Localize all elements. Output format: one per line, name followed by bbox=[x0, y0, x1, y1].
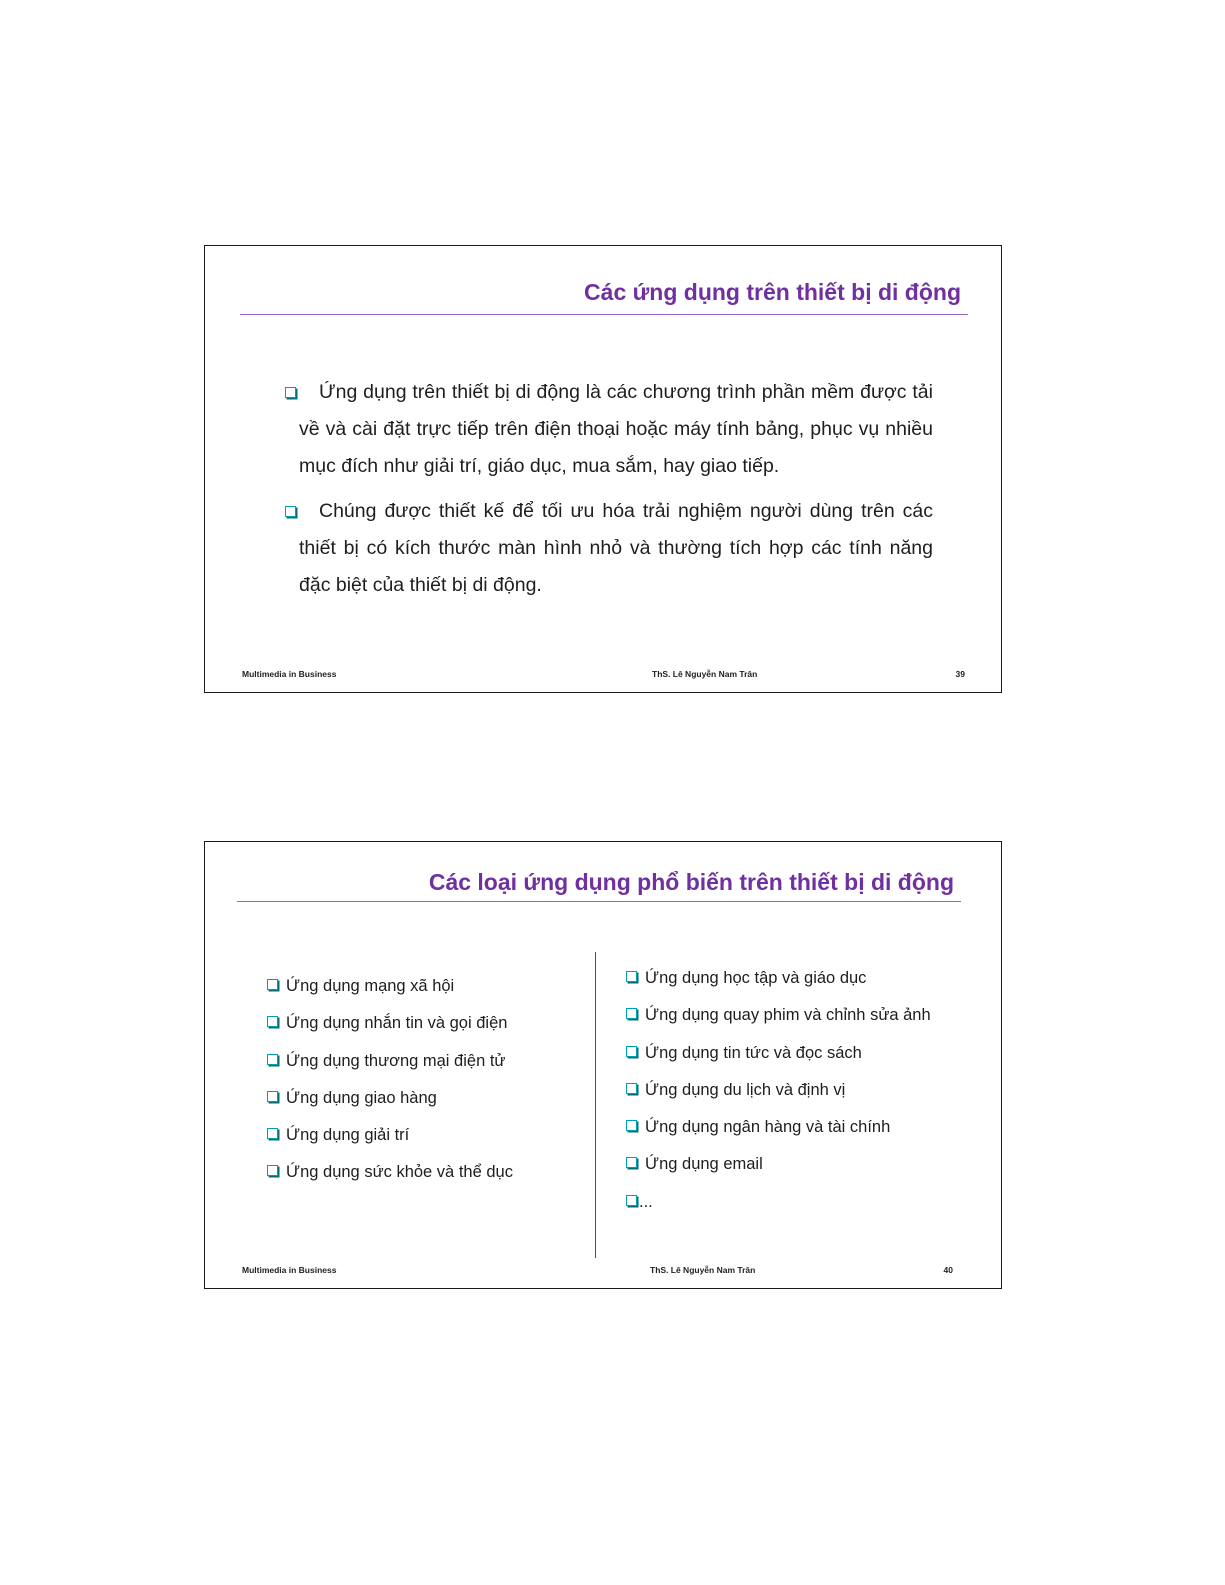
bullet-text: Ứng dụng trên thiết bị di động là các chương trình phần mềm được tải về và cài đặt trực tiếp trên điện thoại hoặc máy tính bảng, phục vụ nhiều mục đích như giải trí, giáo dục, mua sắm, hay giao tiếp. bbox=[299, 381, 933, 477]
list-item bbox=[285, 374, 933, 485]
checkbox-bullet-icon bbox=[626, 1120, 637, 1131]
footer-page-number: 40 bbox=[943, 1265, 953, 1275]
list-item bbox=[626, 997, 931, 1034]
list-item bbox=[267, 1080, 513, 1117]
bullet-text: Ứng dụng sức khỏe và thể dục bbox=[286, 1163, 513, 1182]
list-item bbox=[285, 493, 933, 604]
list-item bbox=[626, 1184, 931, 1221]
checkbox-bullet-icon bbox=[626, 1046, 637, 1057]
checkbox-bullet-icon bbox=[267, 1128, 278, 1139]
left-column-list bbox=[267, 968, 513, 1192]
slide-title: Các loại ứng dụng phổ biến trên thiết bị di động bbox=[428, 869, 954, 895]
bullet-text: Chúng được thiết kế để tối ưu hóa trải nghiệm người dùng trên các thiết bị có kích thước màn hình nhỏ và thường tích hợp các tính năng đặc biệt của thiết bị di động. bbox=[299, 500, 933, 596]
footer-page-number: 39 bbox=[955, 669, 965, 679]
checkbox-bullet-icon bbox=[267, 1016, 278, 1027]
bullet-text: Ứng dụng du lịch và định vị bbox=[645, 1080, 846, 1099]
footer-course: Multimedia in Business bbox=[242, 669, 337, 679]
bullet-text: ... bbox=[639, 1192, 653, 1211]
slide-40 bbox=[204, 841, 1002, 1289]
list-item bbox=[267, 1043, 513, 1080]
bullet-list bbox=[285, 374, 933, 612]
bullet-text: Ứng dụng mạng xã hội bbox=[286, 977, 455, 995]
checkbox-bullet-icon bbox=[267, 1165, 278, 1176]
checkbox-bullet-icon bbox=[626, 1008, 637, 1019]
list-item bbox=[267, 1117, 513, 1154]
bullet-text: Ứng dụng học tập và giáo dục bbox=[645, 969, 867, 987]
bullet-text: Ứng dụng quay phim và chỉnh sửa ảnh bbox=[645, 1006, 931, 1025]
checkbox-bullet-icon bbox=[626, 1157, 637, 1168]
footer-course: Multimedia in Business bbox=[242, 1265, 337, 1275]
slide-39 bbox=[204, 245, 1002, 693]
bullet-text: Ứng dụng giải trí bbox=[286, 1126, 410, 1145]
list-item bbox=[626, 1035, 931, 1072]
checkbox-bullet-icon bbox=[285, 387, 296, 398]
bullet-text: Ứng dụng thương mại điện tử bbox=[286, 1051, 506, 1070]
footer-author: ThS. Lê Nguyễn Nam Trân bbox=[650, 1265, 756, 1275]
bullet-text: Ứng dụng ngân hàng và tài chính bbox=[645, 1118, 891, 1137]
list-item bbox=[267, 968, 513, 1005]
list-item bbox=[626, 960, 931, 997]
list-item bbox=[267, 1154, 513, 1191]
title-underline bbox=[240, 314, 968, 315]
column-divider bbox=[595, 952, 596, 1258]
footer-author: ThS. Lê Nguyễn Nam Trân bbox=[652, 669, 758, 679]
checkbox-bullet-icon bbox=[267, 1091, 278, 1102]
list-item bbox=[626, 1109, 931, 1146]
checkbox-bullet-icon bbox=[267, 1054, 278, 1065]
bullet-text: Ứng dụng nhắn tin và gọi điện bbox=[286, 1014, 508, 1033]
checkbox-bullet-icon bbox=[626, 971, 637, 982]
checkbox-bullet-icon bbox=[626, 1083, 637, 1094]
title-underline bbox=[237, 901, 961, 902]
slide-title: Các ứng dụng trên thiết bị di động bbox=[584, 279, 961, 305]
right-column-list bbox=[626, 960, 931, 1221]
bullet-text: Ứng dụng tin tức và đọc sách bbox=[645, 1043, 862, 1062]
list-item bbox=[626, 1146, 931, 1183]
checkbox-bullet-icon bbox=[626, 1195, 637, 1206]
checkbox-bullet-icon bbox=[267, 979, 278, 990]
list-item bbox=[267, 1005, 513, 1042]
bullet-text: Ứng dụng giao hàng bbox=[286, 1088, 437, 1107]
checkbox-bullet-icon bbox=[285, 506, 296, 517]
bullet-text: Ứng dụng email bbox=[645, 1155, 763, 1174]
list-item bbox=[626, 1072, 931, 1109]
